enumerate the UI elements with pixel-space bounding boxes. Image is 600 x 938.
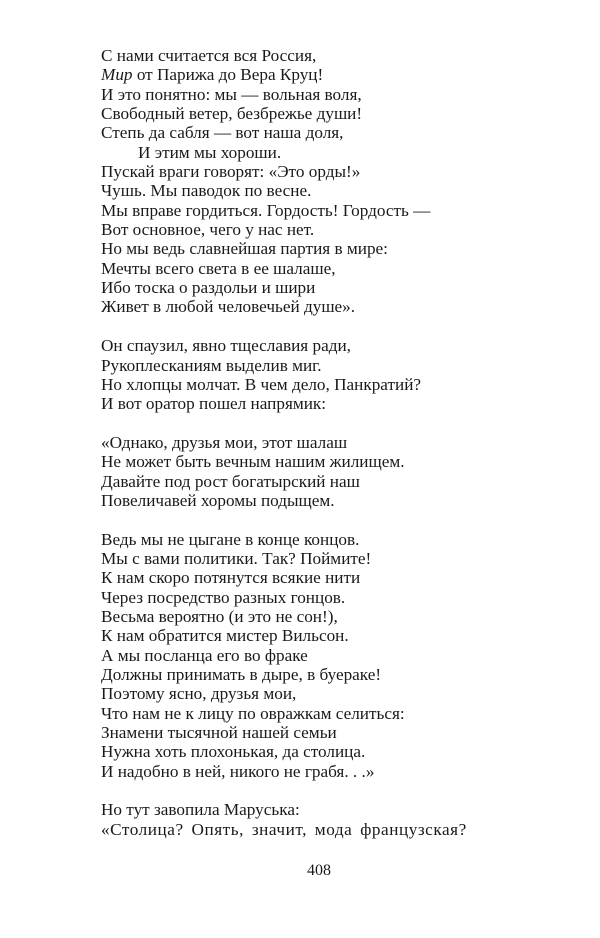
- poem-line: «Столица? Опять, значит, мода французская?: [101, 819, 467, 839]
- poem-line: Ибо тоска о раздольи и шири: [101, 278, 316, 298]
- poem-line: И этим мы хороши.: [138, 142, 282, 162]
- poem-line: С нами считается вся Россия,: [101, 46, 317, 65]
- poem-line: Живет в любой человечьей душе».: [101, 297, 356, 317]
- poem-line: Мы вправе гордиться. Гордость! Гордость —: [101, 200, 431, 220]
- poem-line: Повеличавей хоромы подыщем.: [101, 490, 335, 510]
- poem-line: Степь да сабля — вот наша доля,: [101, 123, 344, 143]
- stanza-gap: [101, 317, 581, 336]
- poem-line: Поэтому ясно, друзья мои,: [101, 684, 297, 704]
- poem-line: Не может быть вечным нашим жилищем.: [101, 452, 405, 472]
- poem-line: Мы с вами политики. Так? Поймите!: [101, 548, 372, 568]
- poem-line: Весьма вероятно (и это не сон!),: [101, 606, 338, 626]
- poem-line: Рукоплесканиям выделив миг.: [101, 355, 322, 375]
- poem-line: Он спаузил, явно тщеславия ради,: [101, 336, 351, 356]
- poem-line: А мы посланца его во фраке: [101, 645, 308, 665]
- poem-line: Свободный ветер, безбрежье души!: [101, 104, 363, 124]
- poem-line: И надобно в ней, никого не грабя. . .»: [101, 761, 375, 781]
- poem-line: Но хлопцы молчат. В чем дело, Панкратий?: [101, 374, 422, 394]
- poem-line: Через посредство разных гонцов.: [101, 587, 346, 607]
- poem-line: Пускай враги говорят: «Это орды!»: [101, 162, 361, 182]
- stanza-gap: [101, 781, 581, 800]
- poem-line: Но мы ведь славнейшая партия в мире:: [101, 239, 388, 259]
- line-rest: от Парижа до Вера Круц!: [132, 65, 324, 85]
- poem-line: Чушь. Мы паводок по весне.: [101, 181, 312, 201]
- page-number: 408: [307, 862, 331, 879]
- poem-line: [101, 65, 581, 84]
- poem-line: Ведь мы не цыгане в конце концов.: [101, 529, 360, 549]
- poem-line: Вот основное, чего у нас нет.: [101, 220, 315, 240]
- poem-line: К нам обратится мистер Вильсон.: [101, 626, 349, 646]
- poem-line: Давайте под рост богатырский наш: [101, 471, 360, 491]
- poem-line: Что нам не к лицу по овражкам селиться:: [101, 703, 405, 723]
- italic-word: Мир: [101, 65, 133, 85]
- poem-line: И вот оратор пошел напрямик:: [101, 394, 327, 414]
- stanza-gap: [101, 414, 581, 433]
- poem-text: [101, 46, 581, 839]
- poem-line: И это понятно: мы — вольная воля,: [101, 84, 362, 104]
- poem-line: К нам скоро потянутся всякие нити: [101, 568, 361, 588]
- stanza-gap: [101, 510, 581, 529]
- poem-line: Но тут завопила Маруська:: [101, 800, 300, 820]
- poem-line: Мечты всего света в ее шалаше,: [101, 258, 336, 278]
- poem-line: Знамени тысячной нашей семьи: [101, 723, 337, 743]
- poem-line: Нужна хоть плохонькая, да столица.: [101, 742, 366, 762]
- poem-line: «Однако, друзья мои, этот шалаш: [101, 432, 348, 452]
- poem-line: Должны принимать в дыре, в буераке!: [101, 665, 382, 684]
